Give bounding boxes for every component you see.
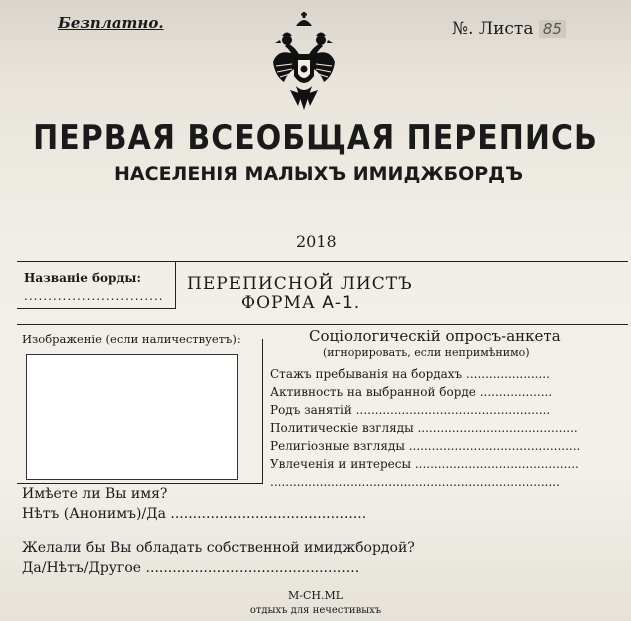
- main-title: ПЕРВАЯ ВСЕОБЩАЯ ПЕРЕПИСЬ: [33, 118, 598, 159]
- board-name-text: Названіе борды:: [24, 271, 141, 285]
- question-name: Имѣете ли Вы имя?: [22, 486, 168, 502]
- sheet-title: ПЕРЕПИСНОЙ ЛИСТЪ: [187, 274, 413, 294]
- board-name-field[interactable]: .............................: [24, 289, 164, 303]
- survey-item[interactable]: Религіозные взгляды .............................................: [270, 439, 581, 453]
- form-word: ФОРМА: [241, 293, 316, 313]
- form-number: А-1.: [322, 293, 361, 313]
- image-label: Изображеніе (если наличествуетъ):: [22, 332, 241, 346]
- sheet-number-value: 85: [539, 20, 566, 38]
- survey-item[interactable]: Увлеченія и интересы ...........................................: [270, 457, 579, 471]
- question-own-board: Желали бы Вы обладать собственной имиджбордой?: [22, 540, 415, 556]
- free-label: Безплатно.: [58, 14, 164, 32]
- sheet-number: [452, 19, 566, 39]
- survey-item[interactable]: Стажъ пребыванія на бордахъ ......................: [270, 367, 550, 381]
- answer-name[interactable]: Нѣтъ (Анонимъ)/Да ............................................: [22, 506, 367, 522]
- rule-middle: [17, 324, 628, 325]
- double-headed-eagle-icon: [272, 10, 336, 114]
- rule-board-box-right: [175, 261, 176, 309]
- rule-left-box-bottom: [17, 308, 175, 309]
- board-name-label: [24, 271, 141, 285]
- footer-site: M-CH.ML: [287, 589, 344, 602]
- rule-lower: [17, 483, 263, 484]
- rule-column-divider: [262, 339, 263, 484]
- image-box[interactable]: [26, 354, 238, 480]
- survey-item[interactable]: Родъ занятій ...................................................: [270, 403, 551, 417]
- survey-item[interactable]: Политическіе взгляды ..........................................: [270, 421, 578, 435]
- survey-item[interactable]: ............................................................................: [270, 475, 560, 489]
- answer-own-board[interactable]: Да/Нѣтъ/Другое ................................................: [22, 560, 360, 576]
- sheet-number-label: №. Листа: [452, 19, 534, 39]
- rule-top: [17, 261, 628, 262]
- survey-item[interactable]: Активность на выбранной борде ...................: [270, 385, 553, 399]
- footer-tagline: отдыхъ для нечестивыхъ: [249, 605, 382, 616]
- survey-subtitle: (игнорировать, если непримѣнимо): [323, 346, 530, 359]
- survey-title: Соціологическій опросъ-анкета: [309, 327, 561, 345]
- form-title: [241, 293, 360, 313]
- year: 2018: [296, 232, 337, 251]
- sub-title: НАСЕЛЕНІЯ МАЛЫХЪ ИМИДЖБОРДЪ: [114, 163, 523, 185]
